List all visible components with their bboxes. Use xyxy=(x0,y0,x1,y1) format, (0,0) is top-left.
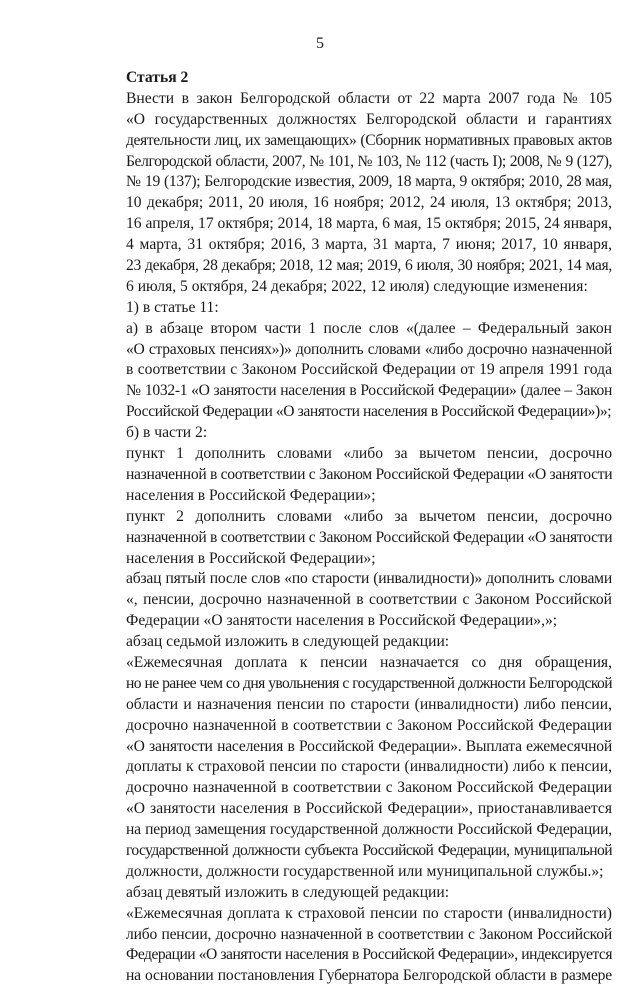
text-line: доплаты к страховой пенсии по старости (инвалидности) либо к пенсии, xyxy=(126,758,612,776)
text-line: либо пенсии, досрочно назначенной в соответствии с Законом Российской xyxy=(126,925,612,943)
text-line: «О государственных должностях Белгородской области и гарантиях xyxy=(126,110,612,128)
text-line: № 19 (137); Белгородские известия, 2009, 18 марта, 9 октября; 2010, 28 мая, xyxy=(126,173,612,191)
text-line: «Ежемесячная доплата к пенсии назначается со дня обращения, xyxy=(126,653,612,671)
paragraph xyxy=(88,444,612,507)
text-line: населения в Российской Федерации»; xyxy=(126,549,376,567)
text-line: 4 марта, 31 октября; 2016, 3 марта, 31 марта, 7 июня; 2017, 10 января, xyxy=(126,236,612,254)
text-line: области и назначения пенсии по старости (инвалидности) либо пенсии, xyxy=(126,695,612,713)
text-line: досрочно назначенной в соответствии с Законом Российской Федерации xyxy=(126,716,612,734)
paragraph xyxy=(88,423,612,444)
text-line: абзац девятый изложить в следующей редакции: xyxy=(126,883,450,901)
page-number: 5 xyxy=(316,35,324,52)
text-line: государственной должности субъекта Российской Федерации, муниципальной xyxy=(126,841,612,859)
text-line: населения в Российской Федерации»; xyxy=(126,486,376,504)
text-line: «О занятости населения в Российской Федерации». Выплата ежемесячной xyxy=(126,737,612,755)
text-line: 16 апреля, 17 октября; 2014, 18 марта, 6 мая, 15 октября; 2015, 24 января, xyxy=(126,215,612,233)
article-heading: Статья 2 xyxy=(126,69,189,86)
document-body xyxy=(88,68,612,987)
text-line: 6 июля, 5 октября, 24 декабря; 2022, 12 июля) следующие изменения: xyxy=(126,277,588,295)
text-line: но не ранее чем со дня увольнения с государственной должности Белгородской xyxy=(126,674,612,692)
text-line: Белгородской области, 2007, № 101, № 103, № 112 (часть I); 2008, № 9 (127), xyxy=(126,152,612,170)
text-line: пункт 1 дополнить словами «либо за вычетом пенсии, досрочно xyxy=(126,445,612,463)
text-line: пункт 2 дополнить словами «либо за вычетом пенсии, досрочно xyxy=(126,507,612,525)
text-line: должности, должности государственной или муниципальной службы.»; xyxy=(126,862,604,880)
paragraph xyxy=(88,883,612,904)
paragraph xyxy=(88,653,612,883)
text-line: «О занятости населения в Российской Федерации», приостанавливается xyxy=(126,800,612,818)
text-line: в соответствии с Законом Российской Федерации от 19 апреля 1991 года xyxy=(126,361,612,379)
text-line: Российской Федерации «О занятости населения в Российской Федерации»)»; xyxy=(126,403,612,421)
text-line: 23 декабря, 28 декабря; 2018, 12 мая; 2019, 6 июля, 30 ноября; 2021, 14 мая, xyxy=(126,257,612,275)
text-line: «, пенсии, досрочно назначенной в соответствии с Законом Российской xyxy=(126,591,612,609)
text-line: досрочно назначенной в соответствии с Законом Российской Федерации xyxy=(126,779,612,797)
text-line: 10 декабря; 2011, 20 июля, 16 ноября; 2012, 24 июля, 13 октября; 2013, xyxy=(126,194,612,212)
text-line: а) в абзаце втором части 1 после слов «(далее – Федеральный закон xyxy=(126,319,612,337)
text-line: на период замещения государственной должности Российской Федерации, xyxy=(126,821,612,839)
text-line: назначенной в соответствии с Законом Российской Федерации «О занятости xyxy=(126,465,612,483)
paragraph xyxy=(88,298,612,319)
text-line: № 1032-1 «О занятости населения в Российской Федерации» (далее – Закон xyxy=(126,382,612,400)
text-line: 1) в статье 11: xyxy=(126,298,219,316)
text-line: Федерации «О занятости населения в Российской Федерации», индексируется xyxy=(126,946,612,964)
text-line: абзац седьмой изложить в следующей редакции: xyxy=(126,633,450,651)
text-line: деятельности лиц, их замещающих» (Сборник нормативных правовых актов xyxy=(126,131,612,149)
paragraph xyxy=(88,319,612,423)
text-line: «О страховых пенсиях»)» дополнить словами «либо досрочно назначенной xyxy=(126,340,612,358)
text-line: «Ежемесячная доплата к страховой пенсии по старости (инвалидности) xyxy=(126,904,612,922)
text-line: на основании постановления Губернатора Белгородской области в размере xyxy=(126,967,612,985)
text-line: абзац пятый после слов «по старости (инвалидности)» дополнить словами xyxy=(126,570,612,588)
text-line: Внести в закон Белгородской области от 22 марта 2007 года № 105 xyxy=(126,89,612,107)
text-line: б) в части 2: xyxy=(126,424,208,442)
paragraph xyxy=(88,569,612,632)
paragraph xyxy=(88,89,612,298)
paragraph xyxy=(88,507,612,570)
paragraph xyxy=(88,632,612,653)
paragraph xyxy=(88,904,612,987)
text-line: назначенной в соответствии с Законом Российской Федерации «О занятости xyxy=(126,528,612,546)
text-line: Федерации «О занятости населения в Российской Федерации»,»; xyxy=(126,612,558,630)
